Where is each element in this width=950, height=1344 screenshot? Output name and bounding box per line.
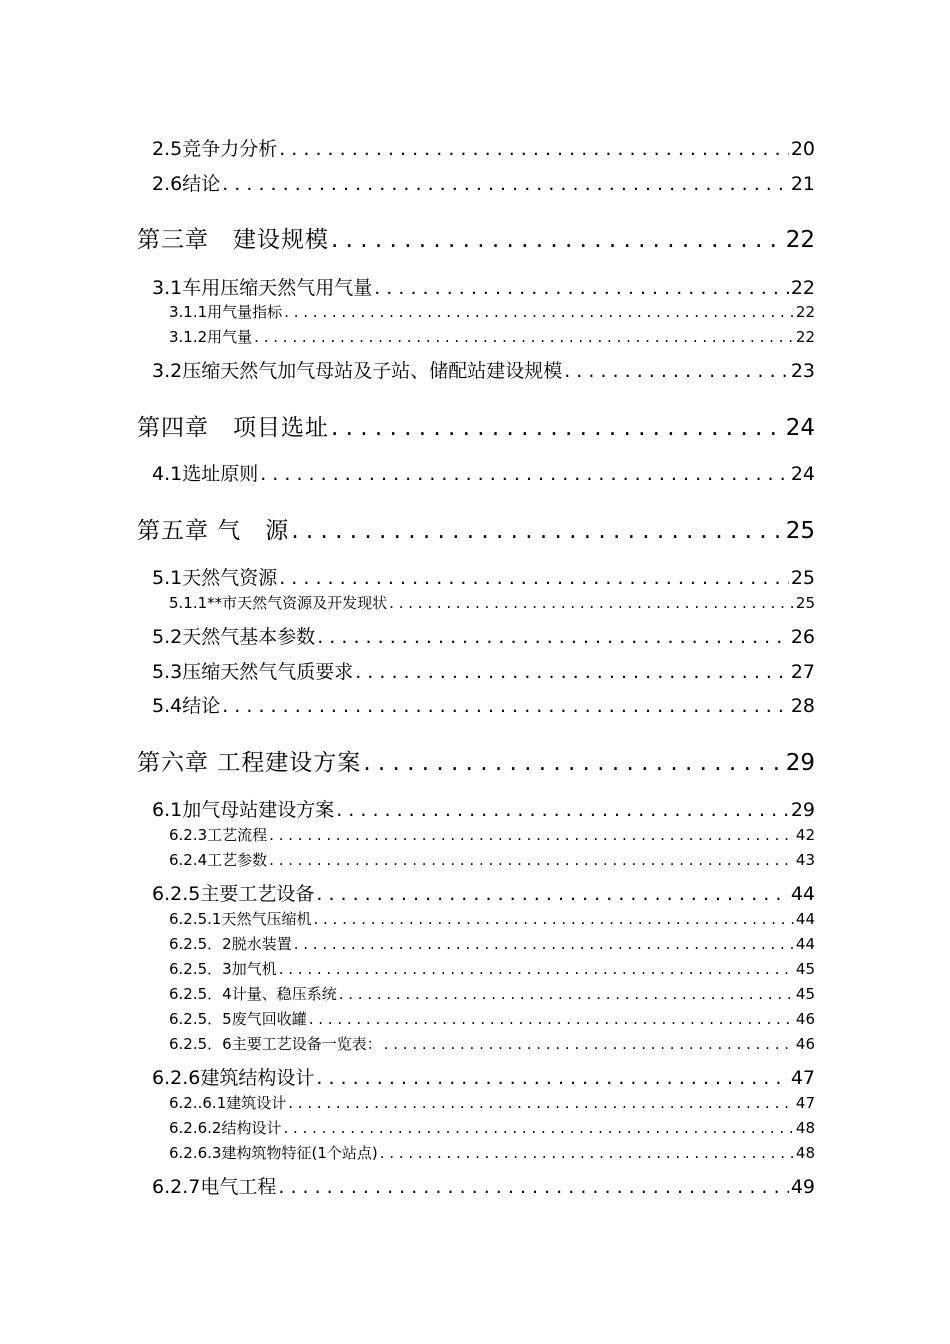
toc-page-number: 22 [785,227,815,253]
toc-page-number: 25 [795,594,815,612]
toc-chapter-entry[interactable] [137,747,815,779]
toc-chapter-entry[interactable] [137,224,815,256]
toc-entry-title: 6.2.5．5废气回收罐 [169,1010,307,1028]
toc-entry-title: 6.2.3工艺流程 [169,826,268,844]
toc-entry-title: 6.2.6建筑结构设计 [152,1067,315,1089]
dot-leader [294,933,794,955]
toc-entry-title: 6.2.5.1天然气压缩机 [169,910,312,928]
toc-entry-title: 6.2.4工艺参数 [169,851,268,869]
toc-entry[interactable] [152,170,815,198]
dot-leader [222,170,789,198]
toc-page-number: 24 [790,463,815,485]
toc-entry[interactable] [152,274,815,302]
toc-page-number: 20 [790,138,815,160]
toc-entry[interactable] [152,135,815,163]
dot-leader [288,1092,794,1114]
toc-entry[interactable] [152,658,815,686]
toc-entry-title: 6.2.5主要工艺设备 [152,883,315,905]
toc-subentry[interactable] [169,933,815,955]
toc-entry-title: 6.2.6.2结构设计 [169,1119,282,1137]
dot-leader [260,460,789,488]
toc-page-number: 22 [790,277,815,299]
dot-leader [283,1117,793,1139]
dot-leader [284,301,794,323]
toc-entry-title: 3.2压缩天然气加气母站及子站、储配站建设规模 [152,360,563,382]
toc-subentry[interactable] [169,908,815,930]
toc-entry[interactable] [152,1064,815,1092]
dot-leader [331,224,784,256]
toc-page-number: 44 [795,935,815,953]
dot-leader [254,326,794,348]
toc-entry[interactable] [152,357,815,385]
dot-leader [269,849,794,871]
dot-leader [363,747,783,779]
toc-entry-title: 第六章 工程建设方案 [137,750,362,776]
toc-entry[interactable] [152,564,815,592]
dot-leader [222,692,789,720]
toc-entry-title: 6.2.7电气工程 [152,1176,277,1198]
dot-leader [316,880,788,908]
toc-page-number: 29 [785,750,815,776]
toc-chapter-entry[interactable] [137,412,815,444]
toc-entry-title: 第三章 建设规模 [137,227,329,253]
toc-entry-title: 2.5竞争力分析 [152,138,278,160]
toc-entry-title: 6.2.5．6主要工艺设备一览表： [169,1035,382,1053]
toc-page-number: 22 [795,303,815,321]
dot-leader [309,1008,794,1030]
toc-page-number: 29 [790,799,815,821]
toc-page-number: 24 [785,415,815,441]
toc-chapter-entry[interactable] [137,515,815,547]
dot-leader [278,1173,788,1201]
toc-entry-title: 3.1.1用气量指标 [169,303,283,321]
dot-leader [313,908,793,930]
toc-page-number: 26 [790,626,815,648]
toc-page-number: 28 [790,695,815,717]
toc-page-number: 48 [795,1144,815,1162]
toc-subentry[interactable] [169,1142,815,1164]
toc-page-number: 22 [795,328,815,346]
toc-subentry[interactable] [169,824,815,846]
toc-subentry[interactable] [169,1033,815,1055]
toc-page-number: 23 [790,360,815,382]
dot-leader [291,515,783,547]
toc-entry-title: 6.2.6.3建构筑物特征(1个站点) [169,1144,378,1162]
toc-page-number: 46 [795,1035,815,1053]
toc-page-number: 46 [795,1010,815,1028]
toc-page-number: 47 [790,1067,815,1089]
toc-entry-title: 6.2..6.1建筑设计 [169,1094,287,1112]
toc-page-number: 48 [795,1119,815,1137]
toc-entry-title: 5.1天然气资源 [152,567,278,589]
dot-leader [279,564,789,592]
toc-page-number: 47 [795,1094,815,1112]
toc-page-number: 25 [785,518,815,544]
toc-entry-title: 6.2.5．3加气机 [169,960,277,978]
toc-entry[interactable] [152,692,815,720]
toc-page-number: 44 [790,883,815,905]
toc-entry[interactable] [152,1173,815,1201]
dot-leader [389,592,794,614]
dot-leader [355,658,789,686]
toc-entry[interactable] [152,460,815,488]
toc-page-number: 44 [795,910,815,928]
toc-page-number: 45 [795,960,815,978]
toc-entry[interactable] [152,880,815,908]
toc-subentry[interactable] [169,301,815,323]
dot-leader [269,824,794,846]
toc-entry-title: 第四章 项目选址 [137,415,329,441]
dot-leader [384,1033,794,1055]
dot-leader [374,274,789,302]
toc-entry-title: 6.2.5．2脱水装置 [169,935,292,953]
toc-page-number: 21 [790,173,815,195]
dot-leader [279,958,794,980]
toc-subentry[interactable] [169,958,815,980]
dot-leader [339,983,794,1005]
toc-entry-title: 5.3压缩天然气气质要求 [152,661,354,683]
dot-leader [317,623,789,651]
toc-entry-title: 第五章 气 源 [137,518,290,544]
dot-leader [380,1142,794,1164]
toc-entry-title: 3.1.2用气量 [169,328,253,346]
toc-entry-title: 6.2.5．4计量、稳压系统 [169,985,337,1003]
toc-entry-title: 5.4结论 [152,695,221,717]
dot-leader [279,135,789,163]
toc-entry[interactable] [152,796,815,824]
dot-leader [336,796,789,824]
toc-entry-title: 5.2天然气基本参数 [152,626,316,648]
toc-page-number: 25 [790,567,815,589]
toc-subentry[interactable] [169,326,815,348]
toc-page-number: 42 [795,826,815,844]
dot-leader [564,357,789,385]
dot-leader [316,1064,788,1092]
toc-subentry[interactable] [169,592,815,614]
toc-subentry[interactable] [169,1008,815,1030]
toc-entry-title: 2.6结论 [152,173,221,195]
toc-page-number: 43 [795,851,815,869]
toc-page-number: 45 [795,985,815,1003]
toc-subentry[interactable] [169,983,815,1005]
toc-page-number: 49 [790,1176,815,1198]
toc-entry-title: 6.1加气母站建设方案 [152,799,335,821]
toc-subentry[interactable] [169,1092,815,1114]
toc-subentry[interactable] [169,1117,815,1139]
toc-subentry[interactable] [169,849,815,871]
toc-entry-title: 5.1.1**市天然气资源及开发现状 [169,594,388,612]
toc-page-number: 27 [790,661,815,683]
toc-entry-title: 4.1选址原则 [152,463,259,485]
toc-entry-title: 3.1车用压缩天然气用气量 [152,277,373,299]
dot-leader [331,412,784,444]
toc-entry[interactable] [152,623,815,651]
